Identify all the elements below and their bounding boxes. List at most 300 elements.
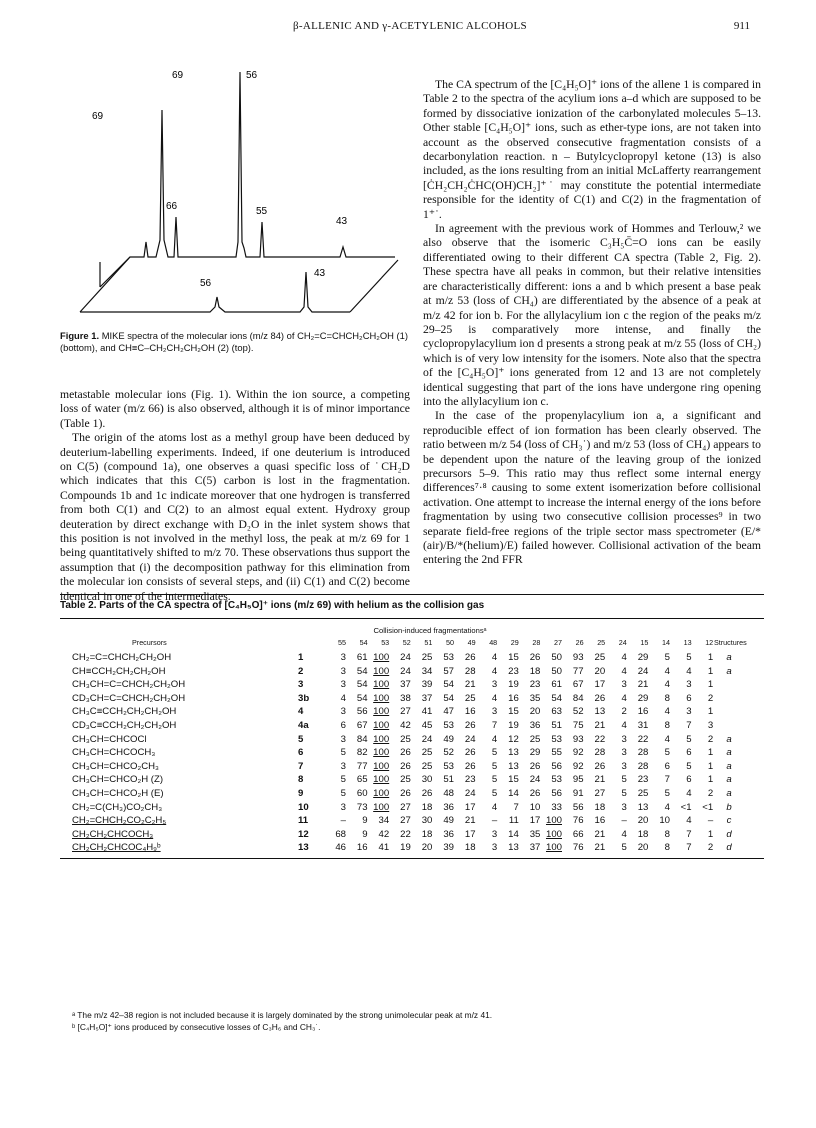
intensity-cell: 100 [545,828,562,840]
precursor-formula: CH₂=CHCH₂CO₂C₂H₅ [72,815,167,827]
column-header-mz: 27 [554,638,562,647]
table-row [72,802,762,814]
intensity-cell: 10 [529,801,541,813]
compound-number: 3b [298,692,310,704]
intensity-cell: 3 [621,733,627,745]
precursor-formula: CH₃CH=CHCOCl [72,733,147,745]
intensity-cell: 31 [637,720,649,731]
intensity-cell: 49 [443,815,454,827]
paragraph: The origin of the atoms lost as a methyl group have been deduced by deuterium-labelling experiments. Indeed, if one deuterium is introduced on C(5) (compound 1a), one observes a quasi specific loss of ˙CH₂D which indicates that this C(5) carbon is lost in the fragmentation. Compounds 1b and 1c indicate moreover that one hydrogen is transferred from both C(1) and C(2) to an almost equal extent. Hydroxy group deuteration by direct exchange with D₂O in the inlet system shows that this position is not involved in the methyl loss, the peak at m/z 69 for 1 being quantitatively shifted to m/z 70. These observations thus support the assumption that (i) the decomposition pathway for this elimination from the molecular ion consists of several steps, and (ii) C(1) and C(2) become identical in one of the intermediates. [60,431,410,603]
intensity-cell: 13 [594,706,606,718]
table-row [72,761,762,773]
intensity-cell: 51 [443,774,454,786]
intensity-cell: 8 [664,828,670,840]
intensity-cell: 5 [686,760,692,772]
intensity-cell: 26 [529,760,541,772]
intensity-cell: 19 [508,720,519,731]
intensity-cell: 50 [551,665,562,677]
intensity-cell: 17 [464,828,476,840]
compound-number: 5 [298,733,304,745]
table-row [72,666,762,678]
intensity-cell: 6 [664,760,670,772]
peak-label: 66 [166,201,178,212]
intensity-cell: 16 [637,706,649,718]
intensity-cell: 25 [464,692,476,704]
intensity-cell: 100 [373,747,390,759]
peak-label: 56 [200,278,212,289]
intensity-cell: 50 [551,652,562,663]
intensity-cell: 28 [637,760,649,772]
paragraph: In the case of the propenylacylium ion a, a significant and reproducible effect of ion formation has been clearly observed. The ratio between m/z 54 (loss of CH₃˙) and m/z 53 (loss of CH₄) appears to be dependent upon the nature of the leaving group of the ionized precursors 5–9. This ratio may thus reflect some internal energy differences⁷·⁸ causing to some extent isomerization before collisional activation. One attempt to increase the internal energy of the ions before fragmentation by using two consecutive collision processes⁹ in two separate field-free regions of the triple sector mass spectrometer (E/*(air)/B/*(helium)/E) failed however. Collisional activation of the beam entering the 2nd FFR [423,409,761,567]
intensity-cell: 54 [356,692,368,704]
table-row [72,747,762,759]
compound-number: 4 [298,706,304,718]
intensity-cell: 2 [707,788,714,799]
intensity-cell: 37 [400,679,411,691]
intensity-cell: 3 [340,706,346,718]
intensity-cell: 11 [508,815,519,827]
intensity-cell: 25 [529,733,541,745]
intensity-cell: – [621,815,627,827]
column-header-mz: 55 [338,638,346,647]
intensity-cell: 1 [707,665,714,677]
intensity-cell: 26 [400,747,411,759]
figure-1 [60,62,408,324]
intensity-cell: 3 [621,747,627,759]
intensity-cell: 1 [707,760,714,772]
intensity-cell: 93 [572,733,584,745]
intensity-cell: 100 [373,720,390,731]
intensity-cell: 16 [508,692,519,704]
intensity-cell: 23 [508,665,519,677]
table-row [72,679,762,691]
intensity-cell: 60 [356,788,368,799]
table-row [72,815,762,827]
intensity-cell: 54 [356,665,368,677]
intensity-cell: 93 [572,652,584,663]
intensity-cell: 53 [443,760,454,772]
intensity-cell: 8 [664,720,670,731]
intensity-cell: 15 [508,652,519,663]
intensity-cell: 49 [443,733,454,745]
intensity-cell: 24 [464,733,476,745]
column-header-mz: 24 [618,638,627,647]
intensity-cell: 26 [594,692,606,704]
structure-label: a [726,788,732,799]
intensity-cell: 20 [637,842,649,854]
running-title: β-ALLENIC AND γ-ACETYLENIC ALCOHOLS [293,20,527,32]
intensity-cell: 13 [508,760,519,772]
paragraph: The CA spectrum of the [C₄H₅O]⁺ ions of the allene 1 is compared in Table 2 to the spectra of the acylium ions a–d which are supposed to be formed by dissociative ionization of the carbonylated molecules 5–13. Other stable [C₄H₅O]⁺ ions, such as ether-type ions, are not taken into account as the observed consecutive fragmentation consists of a decarbonylation reaction. n – Butylcyclopropyl ketone (13) is also included, as the ions resulting from an initial McLafferty rearrangement [ĊH₂CH₂ĊHC(OH)CH₂]⁺˙ may constitute the potential intermediate responsible for the identity of C(1) and C(2) in the fragmentation of 1⁺˙. [423,78,761,221]
intensity-cell: 24 [400,665,411,677]
peak-label: 69 [172,70,184,81]
precursor-formula: CD₃CH=C=CHCH₂CH₂OH [72,692,186,704]
intensity-cell: 54 [356,679,368,691]
compound-number: 13 [298,842,309,854]
intensity-cell: 4 [491,692,498,704]
intensity-cell: 18 [464,842,476,854]
intensity-cell: 77 [572,665,584,677]
intensity-cell: 56 [551,760,562,772]
intensity-cell: 46 [335,842,346,854]
intensity-cell: 3 [686,706,692,718]
table-row [72,774,762,786]
intensity-cell: 9 [362,828,368,840]
intensity-cell: 12 [508,733,519,745]
intensity-cell: 35 [529,692,541,704]
mike-spectra-plot [60,62,408,324]
column-header-mz: 29 [510,638,519,647]
structure-label: a [726,733,732,745]
intensity-cell: <1 [702,801,714,813]
page-number: 911 [733,20,750,32]
precursor-formula: CH₃CH=CHCO₂H (E) [72,788,164,799]
intensity-cell: 4 [621,692,627,704]
compound-number: 11 [298,815,309,827]
intensity-cell: 2 [707,842,714,854]
intensity-cell: 100 [373,733,390,745]
peak-label: 43 [336,216,348,227]
intensity-cell: 6 [686,774,692,786]
intensity-cell: 19 [400,842,411,854]
intensity-cell: 27 [400,815,411,827]
intensity-cell: 37 [529,842,541,854]
intensity-cell: 1 [707,774,714,786]
precursor-formula: CH₃CH=CHCO₂CH₃ [72,760,159,772]
intensity-cell: 3 [621,679,627,691]
table-footnote-b: ᵇ [C₄H₅O]⁺ ions produced by consecutive losses of C₃H₆ and CH₃˙. [72,1022,321,1032]
intensity-cell: 20 [421,842,433,854]
compound-number: 7 [298,760,304,772]
intensity-cell: 76 [572,842,584,854]
intensity-cell: 25 [594,652,606,663]
intensity-cell: 4 [664,706,670,718]
intensity-cell: 5 [491,760,498,772]
table-row [72,842,762,854]
intensity-cell: 5 [664,788,670,799]
intensity-cell: 14 [508,828,519,840]
column-header-structures: Structures [714,638,747,647]
structure-label: c [726,815,732,827]
precursor-formula: CH₂CH₂CHCOCH₃ [72,828,154,840]
paragraph: metastable molecular ions (Fig. 1). Within the ion source, a competing loss of water (m/z 66) is also observed, although it is of minor importance (Table 1). [60,388,410,430]
intensity-cell: 3 [491,679,498,691]
intensity-cell: 3 [686,679,692,691]
intensity-cell: 23 [637,774,649,786]
intensity-cell: 1 [707,828,714,840]
intensity-cell: 34 [421,665,433,677]
intensity-cell: 25 [400,774,411,786]
intensity-cell: 54 [443,679,454,691]
precursor-formula: CH₃C≡CCH₂CH₂CH₂OH [72,706,177,718]
intensity-cell: 27 [400,801,411,813]
intensity-cell: 18 [594,801,606,813]
column-header-mz: 48 [489,638,498,647]
precursor-formula: CH₂=C=CHCH₂CH₂OH [72,652,172,663]
intensity-cell: 23 [529,679,541,691]
caption-text: MIKE spectra of the molecular ions (m/z 84) of CH₂=C=CHCH₂CH₂OH (1) (bottom), and CH≡C–CH₂CH₂CH₂OH (2) (top). [60,330,409,353]
running-header [70,20,750,36]
intensity-cell: 100 [373,801,390,813]
intensity-cell: 21 [594,828,606,840]
table-row [72,829,762,841]
intensity-cell: 20 [594,665,606,677]
column-header-mz: 53 [381,638,390,647]
right-column-text [423,78,761,568]
intensity-cell: 26 [529,652,541,663]
intensity-cell: 100 [373,706,390,718]
compound-number: 9 [298,788,304,799]
intensity-cell: 6 [686,692,692,704]
intensity-cell: 36 [529,720,541,731]
intensity-cell: 34 [378,815,390,827]
intensity-cell: 25 [637,788,649,799]
intensity-cell: 3 [491,828,498,840]
intensity-cell: 24 [529,774,541,786]
structure-label: d [726,828,732,840]
intensity-cell: 18 [421,801,433,813]
intensity-cell: 53 [443,652,454,663]
intensity-cell: 22 [400,828,411,840]
intensity-cell: 16 [356,842,368,854]
intensity-cell: 73 [356,801,368,813]
figure-caption [60,330,410,354]
intensity-cell: 5 [491,788,498,799]
intensity-cell: 61 [356,652,368,663]
intensity-cell: 17 [529,815,541,827]
intensity-cell: 63 [551,706,562,718]
precursor-formula: CH₃CH=CHCO₂H (Z) [72,774,164,786]
table-row [72,652,762,664]
intensity-cell: 26 [464,760,476,772]
precursor-formula: CH₃CH=CHCOCH₃ [72,747,156,759]
intensity-cell: 24 [637,665,649,677]
intensity-cell: 20 [637,815,649,827]
intensity-cell: 3 [621,801,627,813]
intensity-cell: 4 [621,652,627,663]
intensity-cell: 5 [686,652,692,663]
intensity-cell: 14 [508,788,519,799]
intensity-cell: 77 [356,760,368,772]
intensity-cell: 4 [491,733,498,745]
intensity-cell: 4 [664,679,670,691]
table-row [72,720,762,732]
intensity-cell: 92 [572,760,584,772]
intensity-cell: – [340,815,346,827]
intensity-cell: 3 [491,842,498,854]
left-column-text [60,388,410,604]
intensity-cell: 21 [637,679,649,691]
intensity-cell: 26 [400,760,411,772]
intensity-cell: 76 [572,815,584,827]
intensity-cell: 27 [594,788,606,799]
intensity-cell: 36 [443,828,454,840]
intensity-cell: 3 [621,760,627,772]
structure-label: b [726,801,732,813]
intensity-cell: 84 [356,733,368,745]
intensity-cell: 38 [400,692,411,704]
intensity-cell: 5 [340,788,346,799]
intensity-cell: 15 [508,706,519,718]
column-header-mz: 25 [597,638,606,647]
precursor-formula: CH₂CH₂CHCOC₄H₉ᵇ [72,842,161,854]
intensity-cell: 27 [400,706,411,718]
intensity-cell: 5 [491,747,498,759]
intensity-cell: 84 [572,692,584,704]
intensity-cell: 67 [572,679,584,691]
column-header-mz: 26 [575,638,584,647]
intensity-cell: 42 [378,828,390,840]
intensity-cell: 7 [686,828,692,840]
intensity-cell: 18 [637,828,649,840]
intensity-cell: 17 [464,801,476,813]
intensity-cell: 92 [572,747,584,759]
peak-label: 55 [256,206,268,217]
table-header-row [72,638,762,650]
intensity-cell: 100 [373,652,390,663]
intensity-cell: 28 [594,747,606,759]
bottom-spectrum-trace [80,272,350,312]
intensity-cell: 26 [594,760,606,772]
intensity-cell: 7 [513,801,519,813]
intensity-cell: 22 [637,733,649,745]
intensity-cell: 30 [421,774,433,786]
intensity-cell: 100 [373,760,390,772]
intensity-cell: 7 [686,842,692,854]
intensity-cell: 15 [508,774,519,786]
intensity-cell: 2 [621,706,627,718]
caption-label: Figure 1. [60,330,100,341]
intensity-cell: 5 [621,774,627,786]
intensity-cell: 5 [664,652,670,663]
intensity-cell: 53 [551,774,562,786]
intensity-cell: 67 [356,720,368,731]
intensity-cell: 24 [464,788,476,799]
precursor-formula: CD₃C≡CCH₂CH₂CH₂OH [72,720,177,731]
intensity-cell: 28 [637,747,649,759]
intensity-cell: 26 [400,788,411,799]
column-header-mz: 52 [402,638,411,647]
intensity-cell: 19 [508,679,519,691]
column-header-mz: 13 [683,638,692,647]
intensity-cell: 1 [707,747,714,759]
table-subheader: Collision-induced fragmentationsᵃ [373,626,487,635]
intensity-cell: 3 [340,760,346,772]
table-top-rule [60,594,764,595]
intensity-cell: 9 [362,815,368,827]
table-footnote-a: ᵃ The m/z 42–38 region is not included because it is largely dominated by the strong unimolecular peak at m/z 41. [72,1010,493,1020]
intensity-cell: 100 [373,665,390,677]
intensity-cell: 24 [400,652,411,663]
intensity-cell: 26 [421,788,433,799]
column-header-mz: 50 [446,638,454,647]
intensity-cell: 6 [686,747,692,759]
intensity-cell: 4 [686,788,692,799]
compound-number: 8 [298,774,304,786]
intensity-cell: 4 [686,665,692,677]
intensity-cell: 25 [421,652,433,663]
intensity-cell: 1 [707,679,714,691]
structure-label: a [726,665,732,677]
intensity-cell: 75 [572,720,584,731]
intensity-cell: 47 [443,706,454,718]
intensity-cell: 4 [686,815,692,827]
precursor-formula: CH≡CCH₂CH₂CH₂OH [72,665,166,677]
intensity-cell: 5 [664,747,670,759]
intensity-cell: 18 [421,828,433,840]
intensity-cell: 29 [637,652,649,663]
intensity-cell: 3 [340,801,346,813]
bottom-frame [80,257,398,312]
intensity-cell: 57 [443,665,454,677]
structure-label: a [726,747,732,759]
intensity-cell: 24 [421,733,433,745]
intensity-cell: 21 [464,815,476,827]
intensity-cell: 100 [373,788,390,799]
intensity-cell: 100 [373,679,390,691]
intensity-cell: 5 [491,774,498,786]
table-row [72,706,762,718]
compound-number: 12 [298,828,309,840]
column-header-mz: 15 [640,638,649,647]
intensity-cell: 21 [594,774,606,786]
intensity-cell: 26 [529,788,541,799]
intensity-cell: 53 [551,733,562,745]
intensity-cell: 1 [707,652,714,663]
compound-number: 2 [298,665,304,677]
compound-number: 1 [298,652,304,663]
intensity-cell: 82 [356,747,368,759]
intensity-cell: 100 [545,842,562,854]
table-bottom-rule [60,858,764,859]
intensity-cell: 36 [443,801,454,813]
intensity-cell: 3 [340,652,346,663]
intensity-cell: 35 [529,828,541,840]
compound-number: 4a [298,720,309,731]
intensity-cell: 91 [572,788,584,799]
paragraph: In agreement with the previous work of Hommes and Terlouw,² we also observe that the isomeric C₃H₅C̄=O ions can be easily differentiated owing to their different CA spectra (Table 2, Fig. 2). These spectra have all peaks in common, but their relative intensities are characteristically different: ions a and b which present a base peak at m/z 53 (loss of CH₄) are differentiated by the absence of a peak at m/z 42 for ion b. For the allylacylium ion c the region of the peaks m/z 29–25 is comparatively more intense, and finally the cyclopropylacylium ion d presents a strong peak at m/z 55 (loss of CH₂) which is of very low intensity for the isomers. Note also that the spectra of the [C₄H₅O]⁺ ions generated from 12 and 13 are not completely identical suggesting that part of the ions have undergone ring opening into the allylacylium ion c. [423,222,761,408]
intensity-cell: 5 [340,774,346,786]
top-spectrum-trace [100,72,395,287]
intensity-cell: 100 [373,774,390,786]
column-header-precursors: Precursors [132,638,167,647]
peak-label: 56 [246,70,258,81]
intensity-cell: 41 [378,842,390,854]
column-header-mz: 54 [359,638,368,647]
intensity-cell: 68 [335,828,346,840]
intensity-cell: 20 [529,706,541,718]
intensity-cell: 100 [373,692,390,704]
intensity-cell: 25 [421,760,433,772]
intensity-cell: 7 [664,774,670,786]
structure-label: d [726,842,732,854]
compound-number: 10 [298,801,309,813]
intensity-cell: 55 [551,747,562,759]
intensity-cell: 4 [664,733,670,745]
column-header-mz: 51 [424,638,433,647]
precursor-formula: CH₂=C(CH₃)CO₂CH₃ [72,801,163,813]
compound-number: 3 [298,679,304,691]
intensity-cell: 8 [664,692,670,704]
intensity-cell: 8 [664,842,670,854]
column-header-mz: 14 [662,638,670,647]
peak-label: 69 [92,111,104,122]
intensity-cell: 17 [594,679,606,691]
intensity-cell: 13 [508,842,519,854]
intensity-cell: 51 [551,720,562,731]
table-row [72,693,762,705]
intensity-cell: 2 [707,733,714,745]
